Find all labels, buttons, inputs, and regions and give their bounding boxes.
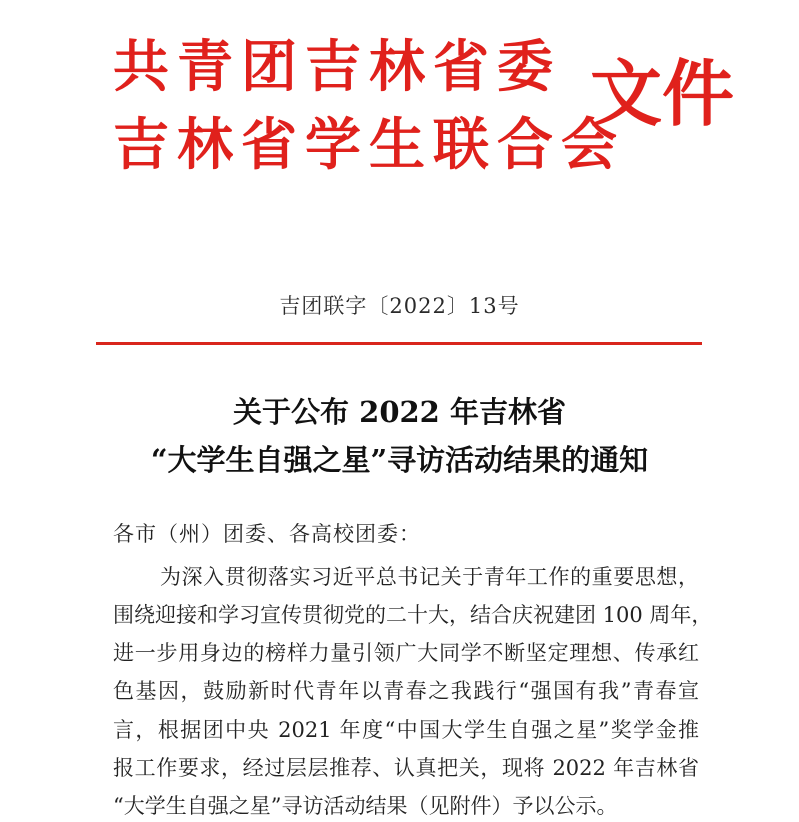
body-line-6: 报工作要求，经过层层推荐、认真把关，现将 2022 年吉林省 <box>113 756 699 780</box>
issuing-org-line-1: 共青团吉林省委 <box>113 35 561 100</box>
letterhead <box>0 0 799 200</box>
body-line-4: 色基因，鼓励新时代青年以青春之我践行“强国有我”青春宣 <box>113 679 699 703</box>
body-line-1: 为深入贯彻落实习近平总书记关于青年工作的重要思想， <box>160 565 699 589</box>
body-line-7: “大学生自强之星”寻访活动结果（见附件）予以公示。 <box>113 794 618 818</box>
red-divider-line <box>96 342 702 345</box>
notice-title-line-1: 关于公布 2022 年吉林省 <box>233 395 566 429</box>
document-type-label: 文件 <box>590 52 735 136</box>
document-number: 吉团联字〔2022〕13号 <box>279 294 520 318</box>
issuing-org-line-2: 吉林省学生联合会 <box>113 113 625 178</box>
body-line-5: 言，根据团中央 2021 年度“中国大学生自强之星”奖学金推 <box>113 718 699 742</box>
salutation: 各市（州）团委、各高校团委： <box>113 522 421 546</box>
notice-title-line-2: “大学生自强之星”寻访活动结果的通知 <box>150 443 649 477</box>
body-line-3: 进一步用身边的榜样力量引领广大同学不断坚定理想、传承红 <box>113 641 699 665</box>
body-line-2: 围绕迎接和学习宣传贯彻党的二十大，结合庆祝建团 100 周年， <box>113 603 713 627</box>
